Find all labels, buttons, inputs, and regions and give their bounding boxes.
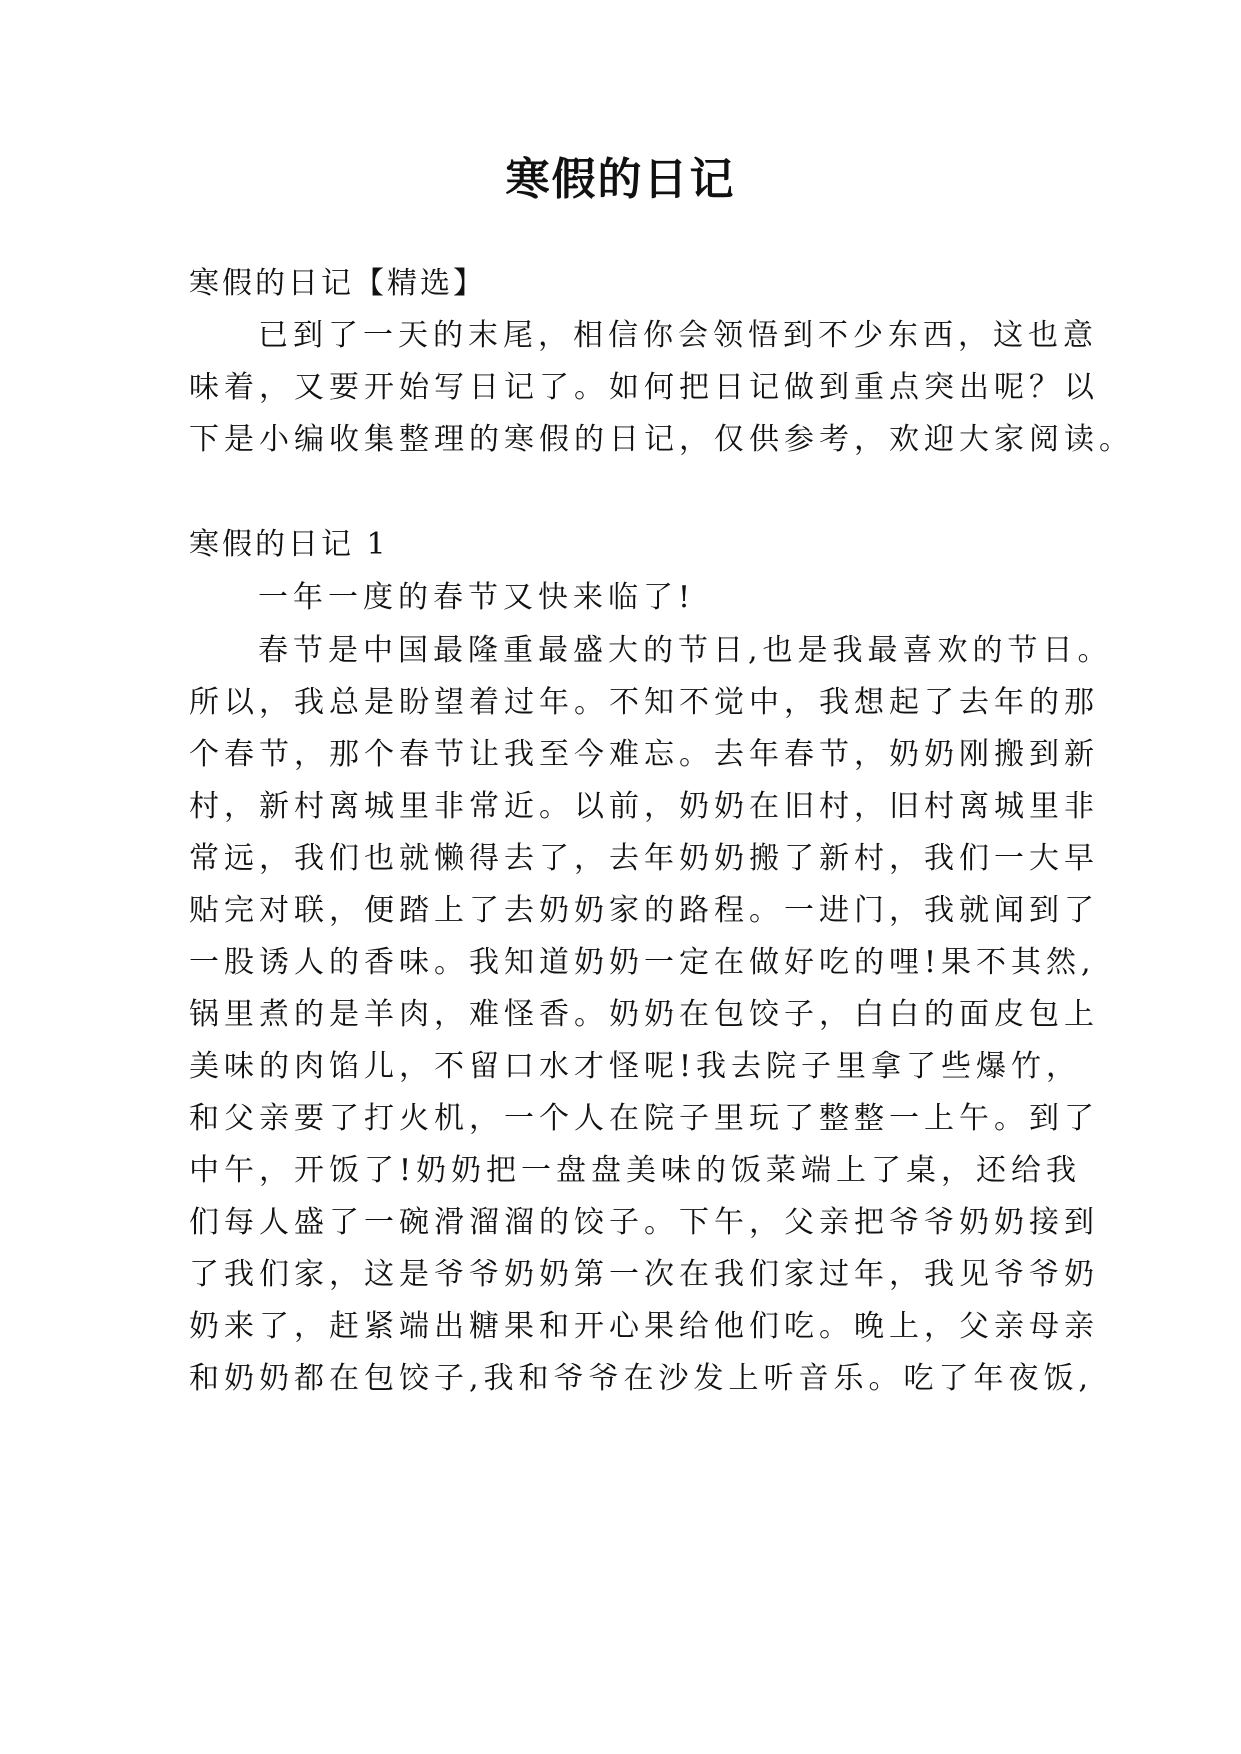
- entry-line: 们每人盛了一碗滑溜溜的饺子。下午，父亲把爷爷奶奶接到: [189, 1205, 1099, 1240]
- intro-subtitle: 寒假的日记【精选】: [189, 266, 486, 301]
- entry-first-line: 一年一度的春节又快来临了!: [258, 580, 696, 615]
- entry-line: 一股诱人的香味。我知道奶奶一定在做好吃的哩!果不其然,: [189, 945, 1096, 980]
- document-title: 寒假的日记: [505, 154, 736, 205]
- entry-line: 锅里煮的是羊肉，难怪香。奶奶在包饺子，白白的面皮包上: [189, 997, 1099, 1032]
- intro-line: 味着，又要开始写日记了。如何把日记做到重点突出呢？以: [189, 370, 1099, 405]
- entry-line: 常远，我们也就懒得去了，去年奶奶搬了新村，我们一大早: [189, 841, 1099, 876]
- entry-line: 个春节，那个春节让我至今难忘。去年春节，奶奶刚搬到新: [189, 737, 1099, 772]
- entry-line: 贴完对联，便踏上了去奶奶家的路程。一进门，我就闻到了: [189, 893, 1099, 928]
- intro-line: 已到了一天的末尾，相信你会领悟到不少东西，这也意: [258, 318, 1098, 353]
- entry-heading: 寒假的日记 1: [189, 527, 389, 562]
- entry-line: 春节是中国最隆重最盛大的节日,也是我最喜欢的节日。: [258, 633, 1113, 668]
- entry-line: 美味的肉馅儿，不留口水才怪呢!我去院子里拿了些爆竹，: [189, 1049, 1082, 1084]
- entry-line: 所以，我总是盼望着过年。不知不觉中，我想起了去年的那: [189, 685, 1099, 720]
- entry-line: 了我们家，这是爷爷奶奶第一次在我们家过年，我见爷爷奶: [189, 1257, 1099, 1292]
- entry-line: 村，新村离城里非常近。以前，奶奶在旧村，旧村离城里非: [189, 789, 1099, 824]
- intro-line: 下是小编收集整理的寒假的日记，仅供参考，欢迎大家阅读。: [189, 422, 1134, 457]
- entry-line: 和奶奶都在包饺子,我和爷爷在沙发上听音乐。吃了年夜饭,: [189, 1361, 1094, 1396]
- entry-line: 奶来了，赶紧端出糖果和开心果给他们吃。晚上，父亲母亲: [189, 1309, 1099, 1344]
- entry-line: 中午，开饭了!奶奶把一盘盘美味的饭菜端上了桌，还给我: [189, 1153, 1082, 1188]
- entry-line: 和父亲要了打火机，一个人在院子里玩了整整一上午。到了: [189, 1101, 1099, 1136]
